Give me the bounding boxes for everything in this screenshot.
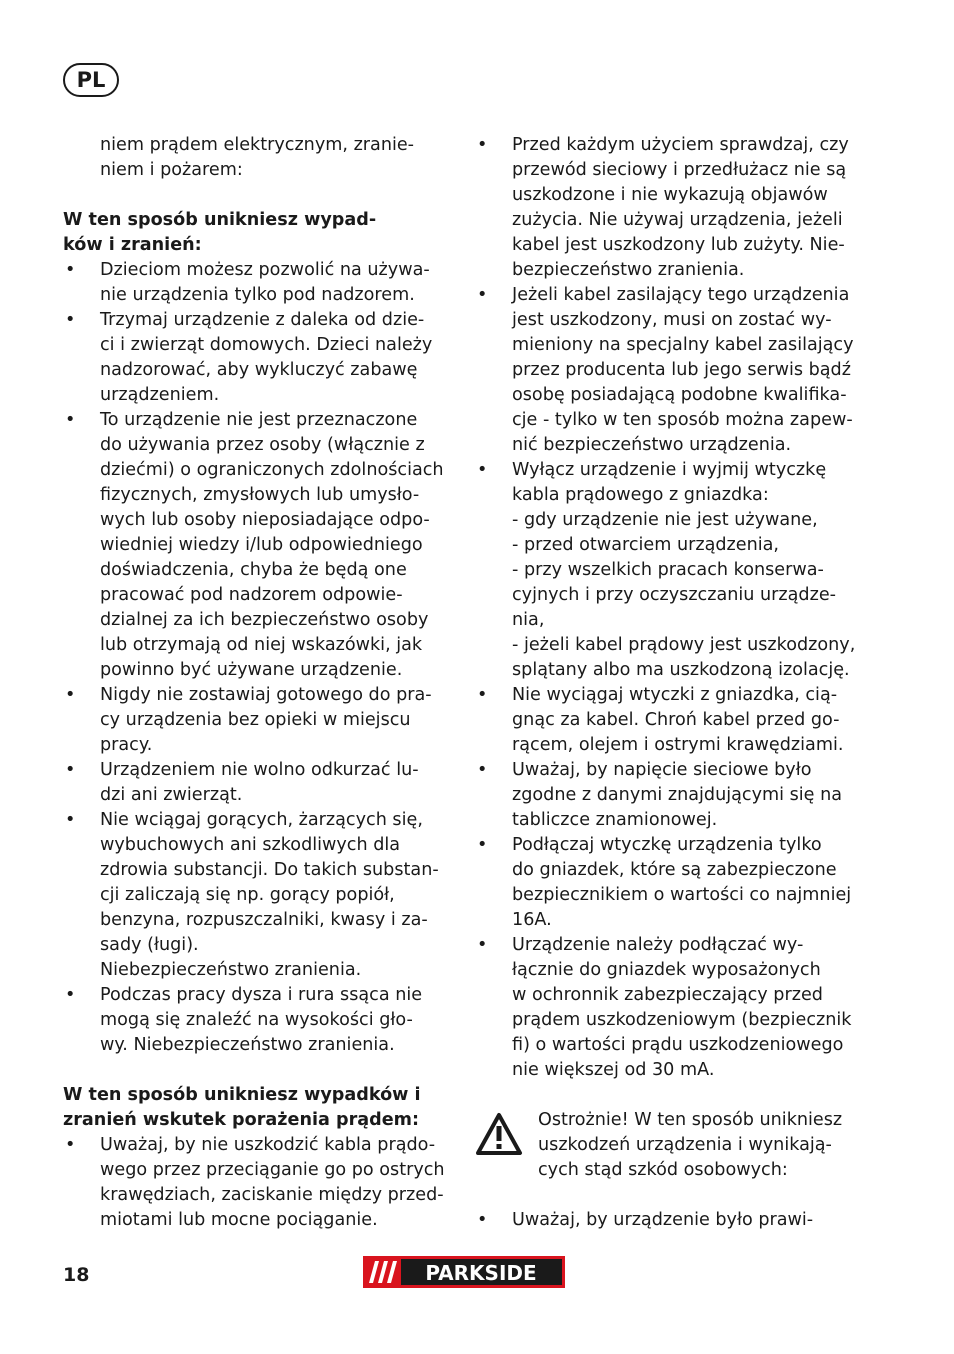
bullet-icon: • [477,460,488,480]
intro-continuation: niem prądem elektrycznym, zranie- niem i pożarem: [100,135,415,180]
bullet-icon: • [65,810,76,830]
electric-safety-list-continued [475,133,860,1083]
bullet-icon: • [65,1135,76,1155]
section-heading-electric-shock: W ten sposób unikniesz wypadków i zranień wskutek porażenia prądem: [63,1085,421,1130]
bullet-icon: • [477,285,488,305]
bullet-icon: • [65,760,76,780]
brand-text: PARKSIDE [425,1261,537,1285]
bullet-icon: • [65,310,76,330]
bullet-icon: • [65,685,76,705]
language-badge: PL [63,63,119,97]
list-item: • Nigdy nie zostawiaj gotowego do pra- cy urządzenia bez opieki w miejscu pracy. [65,685,432,755]
list-item: • Nie wyciągaj wtyczki z gniazdka, cią- gnąc za kabel. Chroń kabel przed go- rącem, olejem i ostrymi krawędziami. [477,685,844,755]
bullet-icon: • [477,935,488,955]
list-item: • Urządzeniem nie wolno odkurzać lu- dzi ani zwierząt. [65,760,419,805]
list-item: • To urządzenie nie jest przeznaczone do używania przez osoby (włącznie z dziećmi) o ograniczonych zdolnościach fizycznych, zmysłowych lub umysło- wych lub osoby nieposiadające odpo- wiedniej wiedzy i/lub odpowiedniego doświadczenia, chyba że będą one pracować pod nadzorem odpowie- dzialnej za ich bezpieczeństwo osoby lub otrzymają od niej wskazówki, jak powinno być używane urządzenie. [65,410,444,680]
accident-safety-list [63,258,447,1058]
left-column [63,133,447,1233]
parkside-logo [363,1256,565,1288]
list-item: • Uważaj, by nie uszkodzić kabla prądo- wego przez przeciąganie go po ostrych krawędziach, zaciskanie między przed- miotami lub mocne pociąganie. [65,1135,445,1230]
list-item: • Dzieciom możesz pozwolić na używa- nie urządzenia tylko pod nadzorem. [65,260,430,305]
section-heading-accidents: W ten sposób unikniesz wypad- ków i zranień: [63,210,377,255]
right-column [475,133,860,1233]
list-item: • Uważaj, by urządzenie było prawi- [475,1208,860,1233]
bullet-icon: • [477,135,488,155]
list-item: • Urządzenie należy podłączać wy- łącznie do gniazdek wyposażonych w ochronnik zabezpieczający przed prądem uszkodzeniowym (bezpiecznik fi) o wartości prądu uszkodzeniowego nie większej od 30 mA. [477,935,852,1080]
bullet-icon: • [65,985,76,1005]
list-item: • Jeżeli kabel zasilający tego urządzenia jest uszkodzony, musi on zostać wy- mieniony na specjalny kabel zasilający przez producenta lub jego serwis bądź osobę posiadającą podobne kwalifika- cje - tylko w ten sposób można zapew- nić bezpieczeństwo urządzenia. [477,285,854,455]
list-item: • Przed każdym użyciem sprawdzaj, czy przewód sieciowy i przedłużacz nie są uszkodzone i nie wykazują objawów zużycia. Nie używaj urządzenia, jeżeli kabel jest uszkodzony lub zużyty. Nie- bezpieczeństwo zranienia. [477,135,849,280]
warning-triangle-icon [475,1112,523,1156]
device-care-list [475,1208,860,1233]
caution-notice [475,1108,860,1183]
bullet-icon: • [477,760,488,780]
list-item: • Trzymaj urządzenie z daleka od dzie- ci i zwierząt domowych. Dzieci należy nadzorować, aby wykluczyć zabawę urządzeniem. [65,310,433,405]
bullet-icon: • [65,410,76,430]
list-item: • Podczas pracy dysza i rura ssąca nie mogą się znaleźć na wysokości gło- wy. Niebezpieczeństwo zranienia. [65,985,423,1055]
bullet-icon: • [477,685,488,705]
bullet-icon: • [65,260,76,280]
caution-text: Ostrożnie! W ten sposób unikniesz uszkodzeń urządzenia i wynikają- cych stąd szkód osobowych: [538,1110,843,1180]
list-item: • Nie wciągaj gorących, żarzących się, wybuchowych ani szkodliwych dla zdrowia substancji. Do takich substan- cji zaliczają się np. gorący popiół, benzyna, rozpuszczalniki, kwasy i za- sady (ługi). Niebezpieczeństwo zranienia. [65,810,439,980]
bullet-icon: • [477,1210,488,1230]
bullet-icon: • [477,835,488,855]
list-item: • Uważaj, by napięcie sieciowe było zgodne z danymi znajdującymi się na tabliczce znamionowej. [477,760,843,830]
list-item: • Wyłącz urządzenie i wyjmij wtyczkę kabla prądowego z gniazdka: - gdy urządzenie nie jest używane, - przed otwarciem urządzenia, - przy wszelkich pracach konserwa- cyjnych i przy oczyszczaniu urządze- nia, - jeżeli kabel prądowy jest uszkodzony, splątany albo ma uszkodzoną izolację. [477,460,856,680]
page-number: 18 [63,1264,90,1286]
list-item: • Podłączaj wtyczkę urządzenia tylko do gniazdek, które są zabezpieczone bezpiecznikiem o wartości co najmniej 16A. [477,835,852,930]
electric-safety-list [63,1133,447,1233]
